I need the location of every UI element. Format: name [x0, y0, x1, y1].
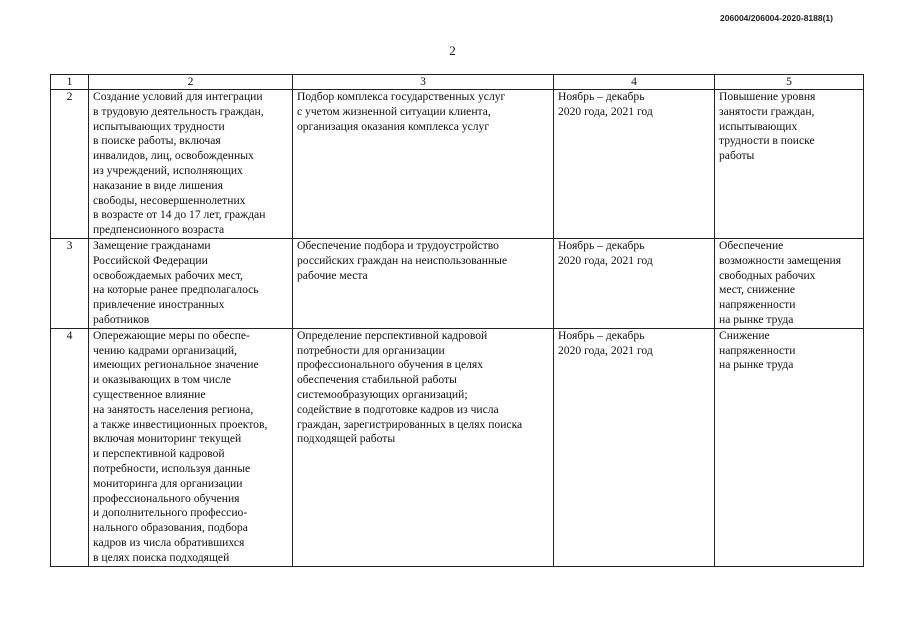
measures-table: [50, 74, 864, 567]
cell-text-line: и оказывающих в том числе: [93, 373, 232, 387]
cell-text-line: чению кадрами организаций,: [93, 343, 237, 357]
cell-text-line: Подбор комплекса государственных услуг: [297, 90, 506, 103]
cell-text-line: свободы, несовершеннолетних: [93, 193, 246, 207]
table-cell-col2: [89, 238, 293, 328]
cell-text-line: 2020 года, 2021 год: [558, 343, 653, 357]
table-cell-col3: [293, 328, 554, 566]
cell-text-line: существенное влияние: [93, 387, 206, 401]
cell-text-line: возможности замещения: [719, 253, 842, 267]
table-row: [51, 328, 864, 566]
cell-text-line: свободных рабочих: [719, 268, 816, 282]
page-number: 2: [449, 43, 456, 58]
cell-text-line: Опережающие меры по обеспе-: [93, 328, 250, 342]
cell-text-line: обеспечения стабильной работы: [297, 373, 457, 387]
table-cell-col4: [554, 328, 715, 566]
cell-text-line: системообразующих организаций;: [297, 387, 468, 401]
cell-text-line: подходящей работы: [297, 432, 396, 446]
cell-text-line: Повышение уровня: [719, 90, 816, 103]
cell-text-line: Замещение гражданами: [93, 238, 211, 252]
cell-text-line: на рынке труда: [719, 312, 794, 326]
cell-text-line: из учреждений, исполняющих: [93, 163, 243, 177]
row-number-cell: 2: [51, 90, 89, 239]
column-header-2: 2: [89, 75, 293, 90]
column-header-5: 5: [715, 75, 864, 90]
cell-text-line: в возрасте от 14 до 17 лет, граждан: [93, 208, 266, 222]
table-row: [51, 90, 864, 239]
cell-text-line: с учетом жизненной ситуации клиента,: [297, 104, 491, 118]
table-cell-col5: [715, 90, 864, 239]
cell-text-line: в трудовую деятельность граждан,: [93, 104, 264, 118]
cell-text-line: Ноябрь – декабрь: [558, 328, 645, 342]
column-header-4: 4: [554, 75, 715, 90]
cell-text-line: имеющих региональное значение: [93, 358, 259, 372]
cell-text-line: наказание в виде лишения: [93, 178, 223, 192]
cell-text-line: напряженности: [719, 298, 796, 312]
table-cell-col3: [293, 238, 554, 328]
cell-text-line: Обеспечение: [719, 238, 784, 252]
cell-text-line: трудности в поиске: [719, 134, 815, 148]
cell-text-line: включая мониторинг текущей: [93, 432, 242, 446]
cell-text-line: занятости граждан,: [719, 104, 815, 118]
cell-text-line: Снижение: [719, 328, 770, 342]
cell-text-line: рабочие места: [297, 268, 368, 282]
cell-text-line: Создание условий для интеграции: [93, 90, 263, 103]
column-header-1: 1: [51, 75, 89, 90]
cell-text-line: в поиске работы, включая: [93, 134, 221, 148]
table-cell-col5: [715, 238, 864, 328]
table-cell-col2: [89, 328, 293, 566]
cell-text-line: предпенсионного возраста: [93, 223, 225, 237]
cell-text-line: работников: [93, 312, 150, 326]
cell-text-line: Российской Федерации: [93, 253, 208, 267]
cell-text-line: российских граждан на неиспользованные: [297, 253, 508, 267]
cell-text-line: привлечение иностранных: [93, 298, 225, 312]
cell-text-line: освобождаемых рабочих мест,: [93, 268, 243, 282]
cell-text-line: испытывающих трудности: [93, 119, 225, 133]
table-cell-col4: [554, 90, 715, 239]
cell-text-line: 2020 года, 2021 год: [558, 253, 653, 267]
cell-text-line: мест, снижение: [719, 283, 796, 297]
cell-text-line: мониторинга для организации: [93, 476, 243, 490]
cell-text-line: потребности для организации: [297, 343, 445, 357]
cell-text-line: Обеспечение подбора и трудоустройство: [297, 238, 499, 252]
cell-text-line: инвалидов, лиц, освобожденных: [93, 149, 254, 163]
table-header-row: [51, 75, 864, 90]
table-row: [51, 238, 864, 328]
cell-text-line: организация оказания комплекса услуг: [297, 119, 490, 133]
cell-text-line: 2020 года, 2021 год: [558, 104, 653, 118]
cell-text-line: напряженности: [719, 343, 796, 357]
cell-text-line: а также инвестиционных проектов,: [93, 417, 268, 431]
cell-text-line: и перспективной кадровой: [93, 447, 225, 461]
column-header-3: 3: [293, 75, 554, 90]
cell-text-line: кадров из числа обратившихся: [93, 535, 245, 549]
document-id: 206004/206004-2020-8188(1): [720, 13, 833, 23]
table-cell-col3: [293, 90, 554, 239]
row-number-cell: 3: [51, 238, 89, 328]
table-body: [51, 90, 864, 567]
cell-text-line: потребности, используя данные: [93, 461, 251, 475]
cell-text-line: и дополнительного профессио-: [93, 506, 248, 520]
table-cell-col4: [554, 238, 715, 328]
table-cell-col2: [89, 90, 293, 239]
cell-text-line: граждан, зарегистрированных в целях поиска: [297, 417, 523, 431]
cell-text-line: профессионального обучения: [93, 491, 240, 505]
row-number-cell: 4: [51, 328, 89, 566]
cell-text-line: нального образования, подбора: [93, 521, 248, 535]
cell-text-line: испытывающих: [719, 119, 798, 133]
cell-text-line: на рынке труда: [719, 358, 794, 372]
cell-text-line: Ноябрь – декабрь: [558, 238, 645, 252]
table-cell-col5: [715, 328, 864, 566]
cell-text-line: Определение перспективной кадровой: [297, 328, 488, 342]
cell-text-line: Ноябрь – декабрь: [558, 90, 645, 103]
cell-text-line: работы: [719, 149, 755, 163]
cell-text-line: на занятость населения региона,: [93, 402, 254, 416]
cell-text-line: содействие в подготовке кадров из числа: [297, 402, 499, 416]
cell-text-line: профессионального обучения в целях: [297, 358, 484, 372]
cell-text-line: на которые ранее предполагалось: [93, 283, 259, 297]
cell-text-line: в целях поиска подходящей: [93, 550, 230, 564]
